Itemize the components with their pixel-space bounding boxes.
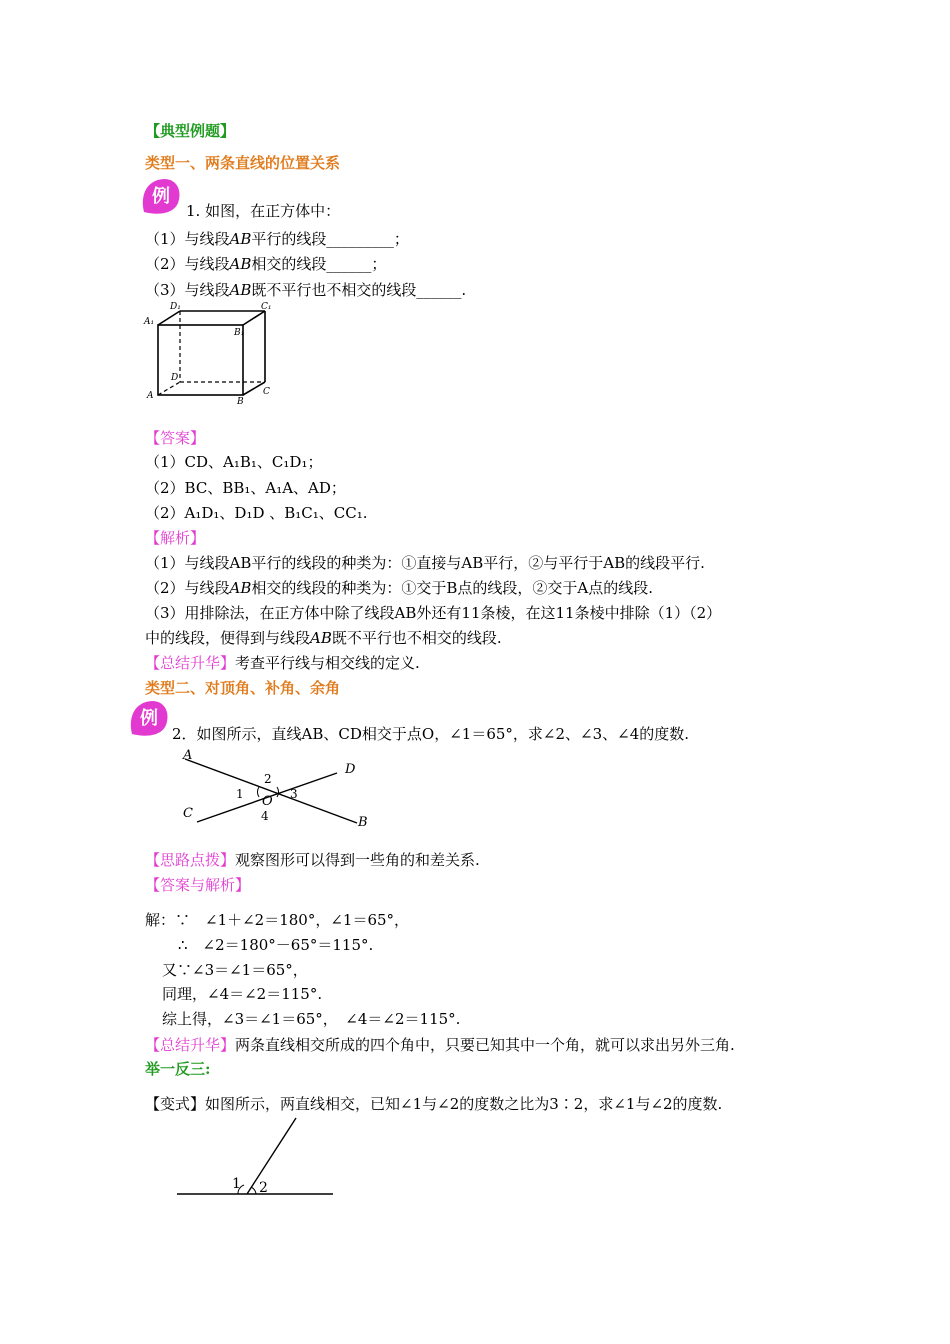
cube-label-a: A (147, 391, 154, 401)
label-B: B (358, 815, 368, 830)
label-C: C (183, 806, 193, 821)
type2-title: 类型二、对顶角、补角、余角 (145, 679, 341, 697)
summary-1: 【总结升华】考查平行线与相交线的定义. (145, 654, 420, 672)
cube-label-b1: B₁ (234, 328, 245, 338)
solution-line-3: 又∵∠3＝∠1＝65°， (162, 961, 308, 979)
hint-line: 【思路点拨】观察图形可以得到一些角的和差关系. (145, 851, 480, 869)
angle-4-label: 4 (261, 809, 269, 823)
cube-label-d1: D₁ (170, 302, 181, 312)
example-badge-2 (128, 698, 172, 738)
variant-figure (175, 1112, 340, 1202)
q1-item-1: （1）与线段AB平行的线段_________； (145, 230, 409, 248)
label-A: A (183, 748, 193, 763)
type1-title: 类型一、两条直线的位置关系 (145, 154, 341, 172)
angle-1-label: 1 (236, 787, 244, 801)
analysis-line-3: （3）用排除法，在正方体中除了线段AB外还有11条棱，在这11条棱中排除（1）（2） (145, 604, 722, 622)
label-D: D (345, 762, 356, 777)
badge-text: 例 (152, 186, 170, 207)
answer-line-1: （1）CD、A₁B₁、C₁D₁； (145, 453, 323, 471)
question-1: 1. 如图，在正方体中： (186, 202, 341, 220)
answer-line-2: （2）BC、BB₁、A₁A、AD； (145, 479, 346, 497)
analysis-tag: 【解析】 (145, 529, 206, 547)
cube-label-c1: C₁ (261, 302, 272, 312)
label-O: O (262, 794, 273, 809)
q1-item-3: （3）与线段AB既不平行也不相交的线段______. (145, 281, 467, 299)
answer-analysis-tag: 【答案与解析】 (145, 876, 251, 894)
variant-angle-2-label: 2 (259, 1180, 268, 1196)
solution-line-4: 同理，∠4＝∠2＝115°. (162, 985, 323, 1003)
angle-3-label: 3 (290, 787, 298, 801)
variant-angle-1-label: 1 (232, 1176, 241, 1192)
badge-text: 例 (140, 708, 158, 729)
cube-label-b: B (237, 397, 244, 406)
solution-line-2: ∴ ∠2＝180°－65°＝115°. (178, 936, 374, 954)
summary-2: 【总结升华】两条直线相交所成的四个角中，只要已知其中一个角，就可以求出另外三角. (145, 1036, 735, 1054)
intersecting-lines-figure (175, 745, 375, 830)
answer-line-3: （2）A₁D₁、D₁D 、B₁C₁、CC₁. (145, 504, 368, 522)
solution-line-1: 解：∵ ∠1＋∠2＝180°，∠1＝65°， (145, 911, 410, 929)
q1-item-2: （2）与线段AB相交的线段______； (145, 255, 387, 273)
cube-label-d: D (171, 373, 179, 383)
cube-label-a1: A₁ (144, 317, 155, 327)
analysis-line-4: 中的线段，便得到与线段AB既不平行也不相交的线段. (145, 629, 502, 647)
analysis-line-2: （2）与线段AB相交的线段的种类为：①交于B点的线段，②交于A点的线段. (145, 579, 654, 597)
question-2: 2．如图所示，直线AB、CD相交于点O，∠1＝65°，求∠2、∠3、∠4的度数. (172, 725, 690, 743)
section-heading: 【典型例题】 (145, 122, 236, 140)
cube-figure (142, 302, 277, 406)
analysis-line-1: （1）与线段AB平行的线段的种类为：①直接与AB平行，②与平行于AB的线段平行. (145, 554, 705, 572)
answer-tag: 【答案】 (145, 429, 206, 447)
practice-title: 举一反三: (145, 1060, 211, 1078)
cube-label-c: C (263, 387, 270, 397)
variant-line: 【变式】如图所示，两直线相交，已知∠1与∠2的度数之比为3∶2，求∠1与∠2的度数. (145, 1095, 723, 1113)
solution-line-5: 综上得，∠3＝∠1＝65°， ∠4＝∠2＝115°. (162, 1010, 461, 1028)
angle-2-label: 2 (264, 772, 272, 786)
example-badge-1 (140, 176, 184, 216)
